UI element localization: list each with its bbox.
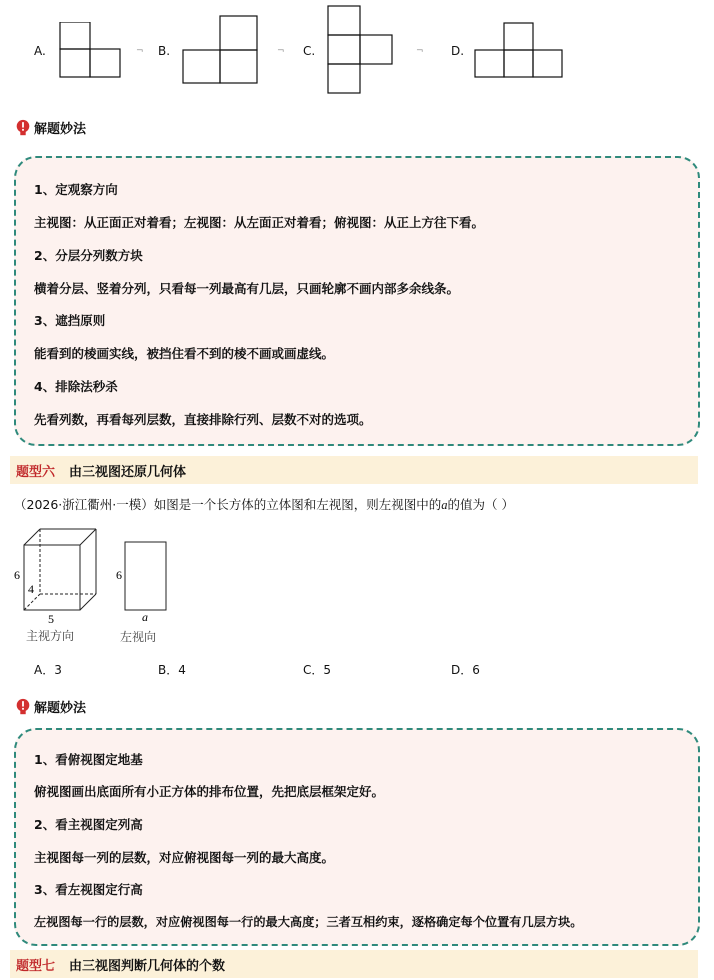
section-title: 由三视图还原几何体: [69, 464, 187, 480]
tip1-line-8: 先看列数，再看每列层数，直接排除行列、层数不对的选项。: [34, 412, 372, 427]
section-heading-6: [10, 456, 698, 484]
question-figure: [10, 525, 200, 650]
option-a-label[interactable]: A.: [34, 44, 46, 58]
section-heading-7: [10, 950, 698, 978]
tip-heading-text: 解题妙法: [34, 701, 87, 716]
section-tag: 题型七: [16, 958, 56, 974]
fig-label-width: 5: [48, 612, 54, 626]
fig-label-height2: 6: [116, 568, 122, 582]
tip1-line-2: 主视图：从正面正对着看；左视图：从左面正对着看；俯视图：从正上方往下看。: [34, 215, 485, 230]
option-c-figure: [326, 4, 396, 96]
option-d-figure: [474, 22, 566, 80]
fig-label-a: a: [142, 610, 148, 624]
option-b-label[interactable]: B.: [158, 44, 171, 58]
fig-label-front: 主视方向: [26, 629, 75, 643]
q-option-b[interactable]: B．4: [158, 663, 186, 677]
tip1-line-3: 2、分层分列数方块: [34, 248, 143, 263]
tip-heading-1: [14, 118, 86, 137]
tip-heading-2: [14, 697, 86, 716]
fig-label-height: 6: [14, 568, 20, 582]
section-title: 由三视图判断几何体的个数: [69, 958, 226, 974]
option-b-figure: [182, 15, 260, 85]
tip2-line-3: 2、看主视图定列高: [34, 817, 143, 832]
tip1-line-5: 3、遮挡原则: [34, 313, 106, 328]
q-option-c[interactable]: C．5: [303, 663, 332, 677]
q-option-d[interactable]: D．6: [451, 663, 480, 677]
tip-box-2: [14, 728, 700, 946]
tip2-line-6: 左视图每一行的层数，对应俯视图每一行的最大高度；三者互相约束，逐格确定每个位置有几层方块。: [34, 915, 583, 929]
tip2-line-4: 主视图每一列的层数，对应俯视图每一列的最大高度。: [34, 850, 335, 865]
option-a-figure: [58, 22, 122, 80]
lightbulb-icon: [14, 119, 32, 137]
option-d-label[interactable]: D.: [451, 44, 465, 58]
fig-label-left: 左视向: [120, 630, 157, 644]
tip2-line-2: 俯视图画出底面所有小正方体的排布位置，先把底层框架定好。: [34, 784, 385, 799]
tip-heading-text: 解题妙法: [34, 122, 87, 137]
section-tag: 题型六: [16, 464, 56, 480]
tip1-line-1: 1、定观察方向: [34, 182, 118, 197]
tip2-line-1: 1、看俯视图定地基: [34, 752, 143, 767]
question-text: （2026·浙江衢州·一模）如图是一个长方体的立体图和左视图，则左视图中的a的值为（ ）: [14, 497, 514, 512]
q-option-a[interactable]: A．3: [34, 663, 62, 677]
tip1-line-6: 能看到的棱画实线，被挡住看不到的棱不画或画虚线。: [34, 346, 335, 361]
tip-box-1: [14, 156, 700, 446]
tip1-line-4: 横着分层、竖着分列，只看每一列最高有几层，只画轮廓不画内部多余线条。: [34, 281, 460, 296]
option-c-label[interactable]: C.: [303, 44, 316, 58]
lightbulb-icon: [14, 698, 32, 716]
fig-label-depth: 4: [28, 582, 34, 596]
tip2-line-5: 3、看左视图定行高: [34, 882, 143, 897]
tip1-line-7: 4、排除法秒杀: [34, 379, 118, 394]
